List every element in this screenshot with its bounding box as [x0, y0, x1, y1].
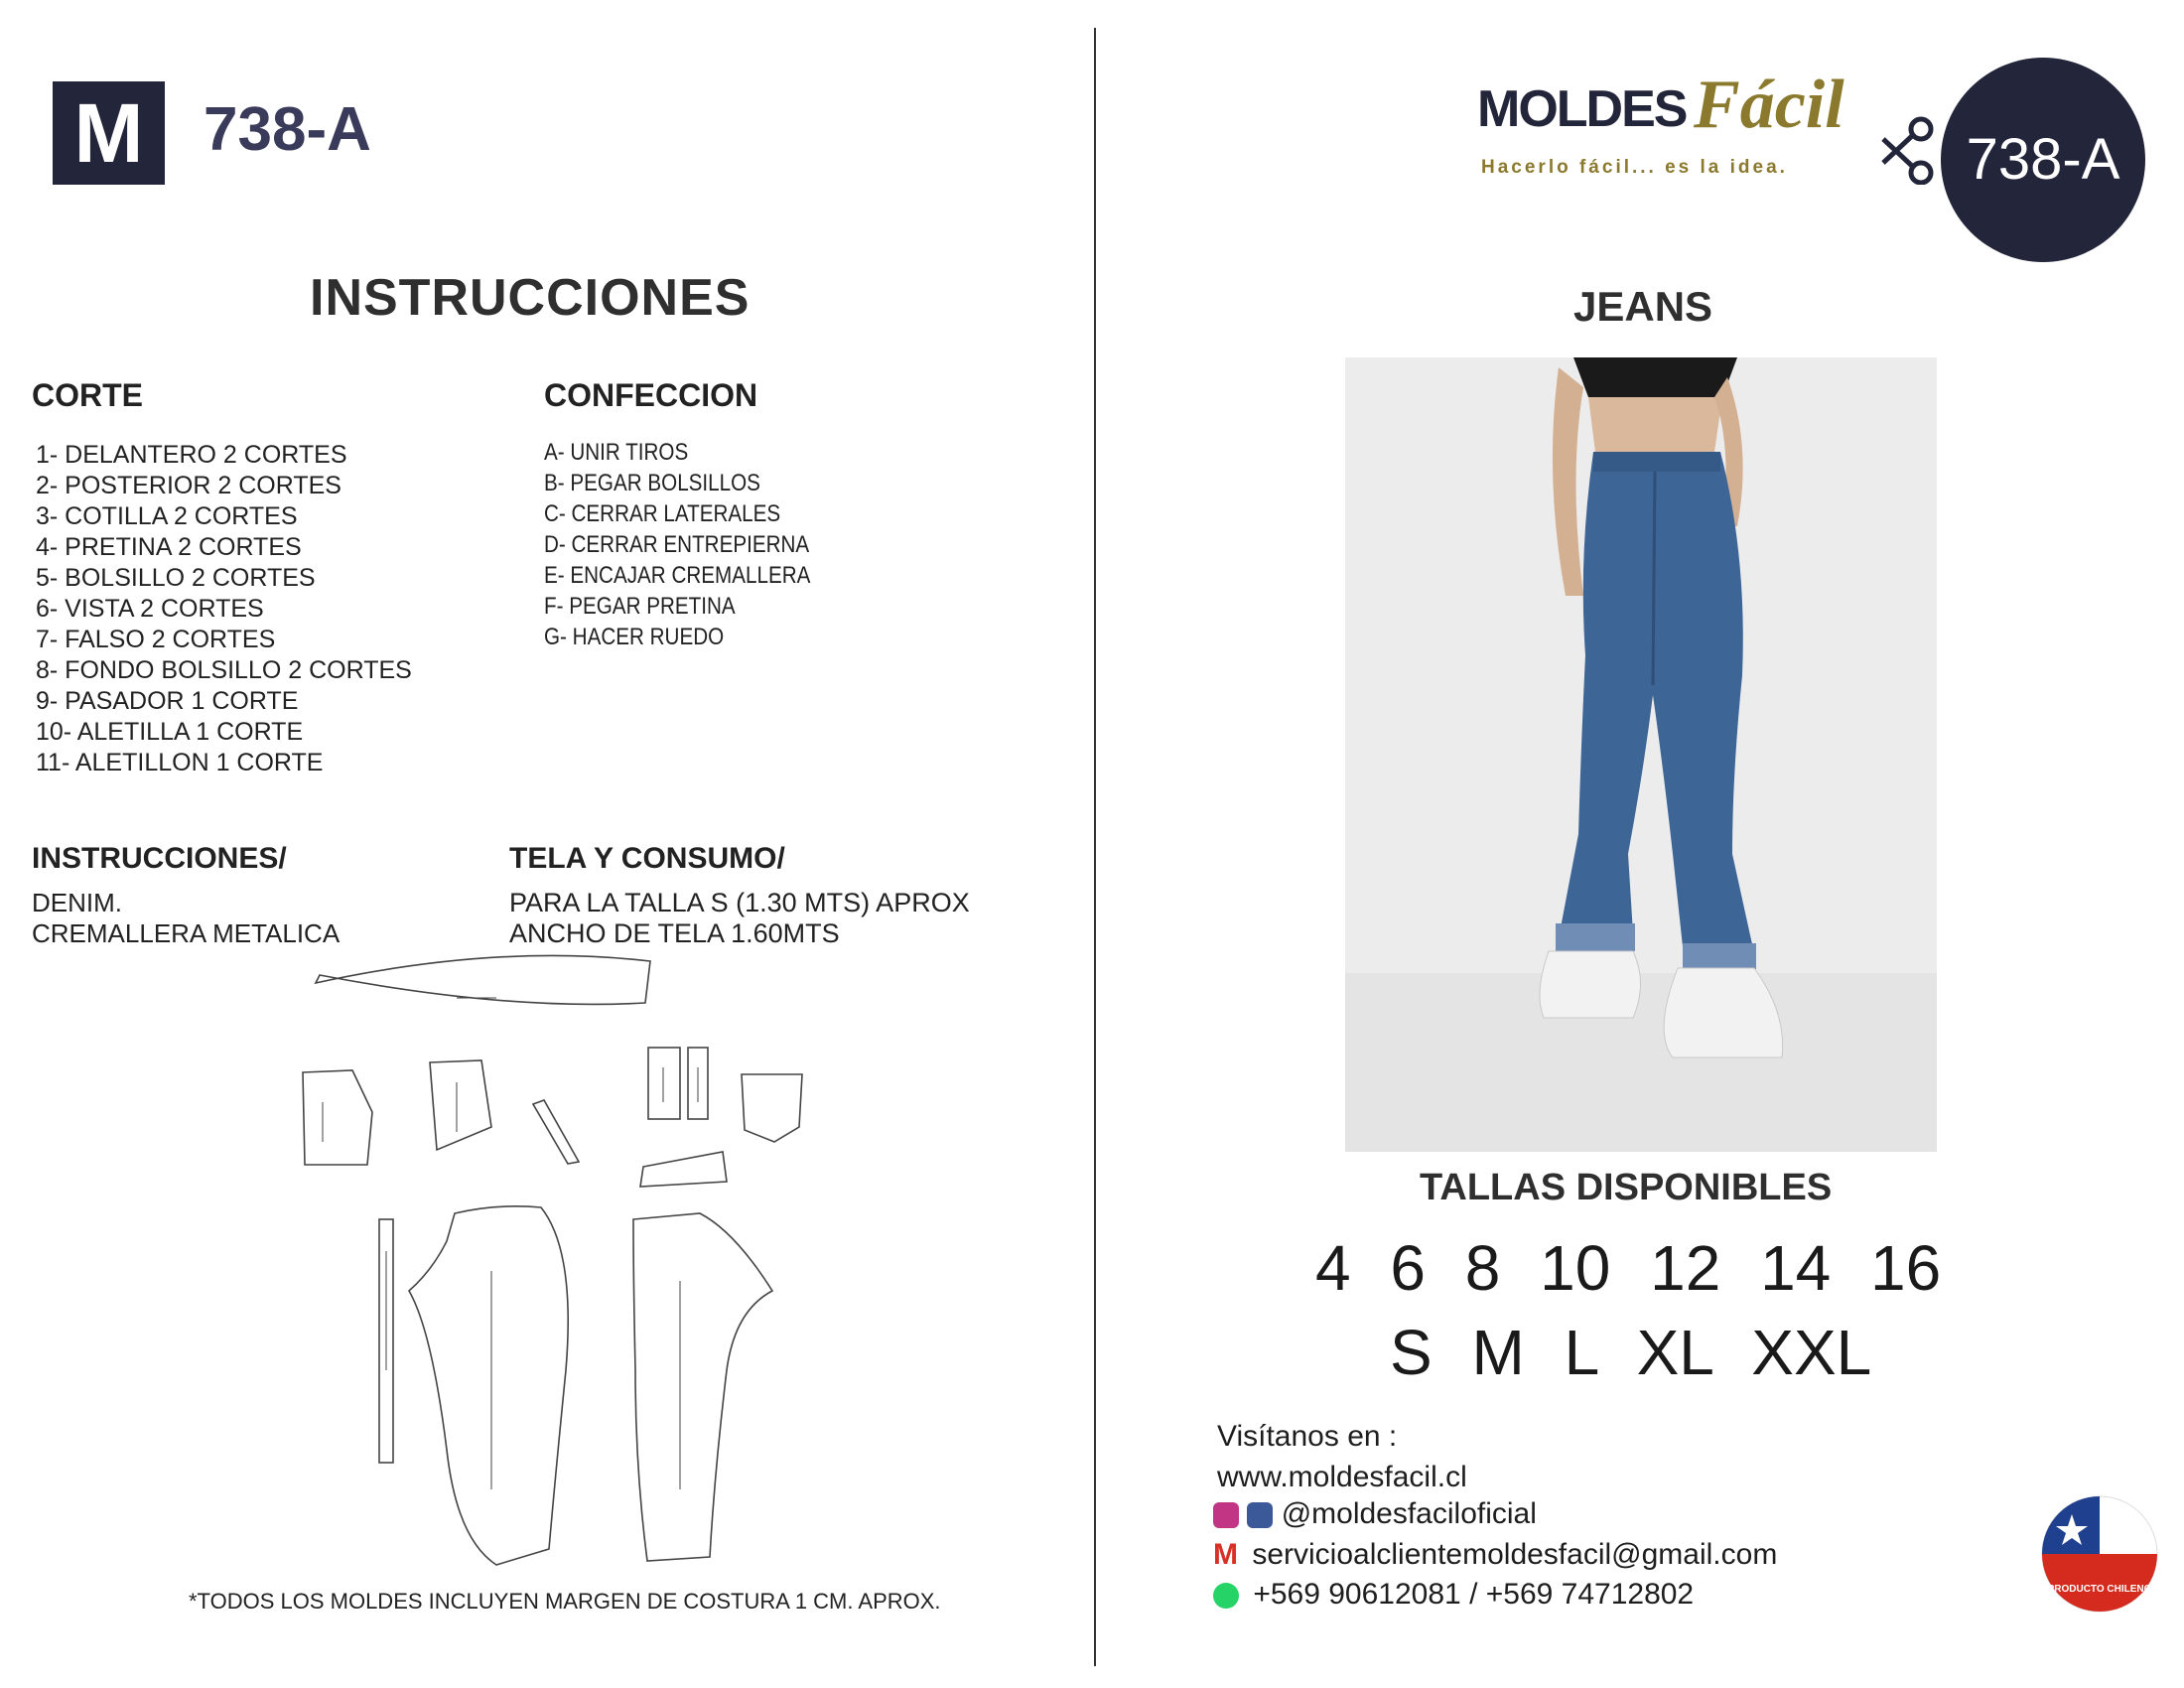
- list-item: C- CERRAR LATERALES: [544, 500, 781, 527]
- scissors-icon: [1879, 115, 1939, 185]
- list-item: 10- ALETILLA 1 CORTE: [36, 718, 304, 746]
- model-wearing-jeans-image: [1345, 357, 1937, 1152]
- list-item: 1- DELANTERO 2 CORTES: [36, 441, 347, 469]
- whatsapp-icon: [1213, 1583, 1239, 1609]
- back-pocket-piece: [742, 1074, 802, 1142]
- list-item: 4- PRETINA 2 CORTES: [36, 533, 302, 561]
- list-item: G- HACER RUEDO: [544, 624, 725, 650]
- social-row: [1213, 1497, 1537, 1531]
- fabric-title: TELA Y CONSUMO/: [509, 842, 785, 875]
- social-handle[interactable]: @moldesfaciloficial: [1281, 1497, 1537, 1530]
- pattern-code-badge: 738-A: [1941, 58, 2145, 262]
- list-item: 5- BOLSILLO 2 CORTES: [36, 564, 316, 592]
- front-pocket-piece: [303, 1070, 372, 1165]
- phone-numbers[interactable]: +569 90612081 / +569 74712802: [1253, 1578, 1695, 1611]
- list-item: 8- FONDO BOLSILLO 2 CORTES: [36, 656, 412, 684]
- facebook-icon[interactable]: [1247, 1502, 1273, 1528]
- producto-chileno-badge: [2040, 1494, 2159, 1614]
- list-item: F- PEGAR PRETINA: [544, 593, 736, 620]
- materials-text: DENIM. CREMALLERA METALICA: [32, 888, 341, 948]
- gmail-icon: M: [1213, 1538, 1238, 1571]
- list-item: 2- POSTERIOR 2 CORTES: [36, 472, 341, 499]
- confeccion-list: [544, 437, 810, 652]
- list-item: 3- COTILLA 2 CORTES: [36, 502, 298, 530]
- back-yoke-piece: [430, 1060, 491, 1150]
- product-title: JEANS: [1573, 283, 1713, 330]
- confeccion-title: CONFECCION: [544, 377, 758, 413]
- badge-text: PRODUCTO CHILENO: [2047, 1584, 2152, 1595]
- sizes-title: TALLAS DISPONIBLES: [1420, 1167, 1833, 1208]
- phone-row: [1213, 1578, 1694, 1612]
- numeric-sizes: 4 6 8 10 12 14 16: [1315, 1232, 1942, 1304]
- email-row: [1213, 1538, 1777, 1572]
- visit-label: Visítanos en :: [1217, 1420, 1398, 1453]
- list-item: 7- FALSO 2 CORTES: [36, 626, 276, 653]
- instructions-title: INSTRUCCIONES: [310, 269, 751, 327]
- list-item: E- ENCAJAR CREMALLERA: [544, 562, 811, 589]
- list-item: A- UNIR TIROS: [544, 439, 689, 466]
- pattern-pieces-diagram: [298, 953, 814, 1579]
- product-photo: [1345, 357, 1937, 1152]
- materials-title: INSTRUCCIONES/: [32, 842, 287, 875]
- corte-list: [36, 440, 412, 778]
- list-item: D- CERRAR ENTREPIERNA: [544, 531, 810, 558]
- pocket-facing-piece: [648, 1048, 680, 1119]
- list-item: 9- PASADOR 1 CORTE: [36, 687, 299, 715]
- moldes-facil-logo: MOLDES Fácil Hacerlo fácil... es la idea.: [1477, 71, 1914, 181]
- fly-piece: [533, 1100, 579, 1164]
- list-item: 11- ALETILLON 1 CORTE: [36, 749, 324, 776]
- list-item: B- PEGAR BOLSILLOS: [544, 470, 760, 496]
- page-divider: [1094, 28, 1096, 1666]
- pattern-code: 738-A: [204, 95, 371, 164]
- footnote: *TODOS LOS MOLDES INCLUYEN MARGEN DE COSTURA 1 CM. APROX.: [189, 1589, 941, 1614]
- zipper-guard-piece: [640, 1152, 727, 1187]
- back-leg-piece: [633, 1213, 772, 1561]
- front-leg-piece: [409, 1206, 568, 1565]
- email-link[interactable]: servicioalclientemoldesfacil@gmail.com: [1252, 1538, 1778, 1571]
- list-item: 6- VISTA 2 CORTES: [36, 595, 264, 623]
- instagram-icon[interactable]: [1213, 1502, 1239, 1528]
- brand-logo: M: [53, 81, 165, 185]
- website-link[interactable]: www.moldesfacil.cl: [1217, 1461, 1467, 1493]
- letter-sizes: S M L XL XXL: [1390, 1317, 1872, 1388]
- corte-title: CORTE: [32, 377, 143, 413]
- waistband-piece: [316, 955, 650, 1004]
- fabric-text: PARA LA TALLA S (1.30 MTS) APROX ANCHO DE TELA 1.60MTS: [509, 888, 970, 948]
